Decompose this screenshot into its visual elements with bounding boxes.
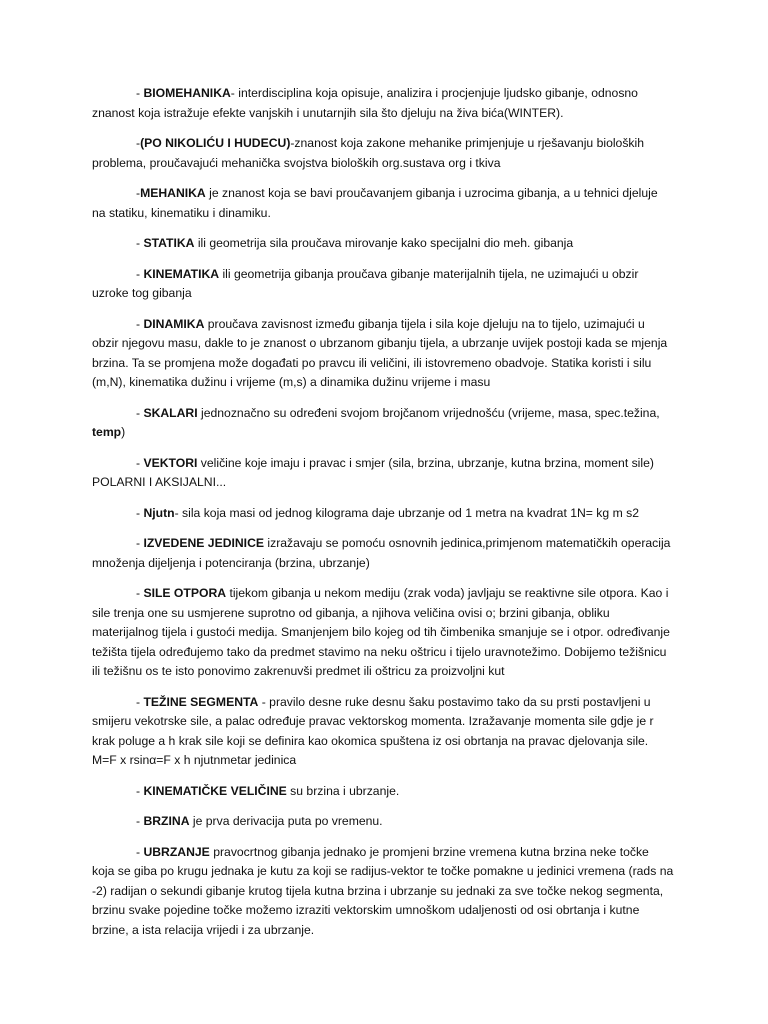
paragraph-text: jednoznačno su određeni svojom brojčanom vrijednošću (vrijeme, masa, spec.težina,: [197, 405, 660, 420]
paragraph-lead: -: [136, 694, 144, 709]
paragraph-text: je znanost koja se bavi proučavanjem gibanja i uzrocima gibanja, a u tehnici djeluje na statiku, kinematiku i dinamiku.: [92, 186, 658, 220]
paragraph-lead: -: [136, 136, 141, 150]
term-nikolic-hudec: (PO NIKOLIĆU I HUDECU): [140, 136, 291, 150]
paragraph-lead: -: [136, 505, 144, 520]
term-temp: temp: [92, 425, 122, 439]
paragraph-text: veličine koje imaju i pravac i smjer (sila, brzina, ubrzanje, kutna brzina, moment sile) POLARNI I AKSIJALNI...: [92, 455, 654, 489]
paragraph-text: su brzina i ubrzanje.: [286, 783, 400, 798]
term-njutn: Njutn: [143, 505, 175, 520]
paragraph-lead: -: [136, 405, 144, 420]
paragraph-lead: -: [136, 455, 144, 470]
term-kinematika: KINEMATIKA: [143, 266, 220, 281]
paragraph-lead: -: [136, 783, 144, 798]
term-brzina: BRZINA: [143, 814, 190, 828]
term-dinamika: DINAMIKA: [143, 316, 205, 331]
paragraph-lead: -: [136, 266, 144, 281]
paragraph-kinematika: [92, 265, 674, 304]
paragraph-text: ili geometrija sila proučava mirovanje kako specijalni dio meh. gibanja: [194, 236, 574, 250]
term-mehanika: MEHANIKA: [140, 186, 206, 200]
paragraph-text: - pravilo desne ruke desnu šaku postavimo tako da su prsti postavljeni u smijeru vekotrske sile, a palac određuje pravac vektorskog momenta. Izražavanje momenta sile gdje je r krak poluge a h krak sile koji se definira kao okomica spuštena iz osi obrtanja na pravac djelovanja sile. M=F x rsinα=F x h njutnmetar jedinica: [92, 694, 654, 767]
paragraph-nikolic-hudec: [92, 134, 674, 173]
term-sile-otpora: SILE OTPORA: [143, 586, 227, 600]
paragraph-text-end: ): [121, 425, 126, 439]
paragraph-sile-otpora: [92, 584, 674, 682]
paragraph-skalari: [92, 404, 674, 443]
paragraph-text: - interdisciplina koja opisuje, analizira i procjenjuje ljudsko gibanje, odnosno znanost koja istražuje efekte vanjskih i unutarnjih sila što djeluju na živa bića(WINTER).: [92, 86, 638, 120]
paragraph-mehanika: [92, 184, 674, 223]
paragraph-izvedene-jedinice: [92, 534, 674, 573]
paragraph-tezine-segmenta: [92, 693, 674, 771]
paragraph-text: pravocrtnog gibanja jednako je promjeni brzine vremena kutna brzina neke točke koja se giba po krugu jednaka je kutu za koji se radijus-vektor te točke pomakne u jedinici vremena (rads na -2) radijan o sekundi gibanje krutog tijela kutna brzina i ubrzanje su jednaki za sve točke nekog segmenta, brzinu svake pojedine točke možemo izraziti vektorskim umnoškom udaljenosti od osi obrtanja i kutne brzine, a ista relacija vrijedi i za ubrzanje.: [92, 844, 674, 937]
term-biomehanika: BIOMEHANIKA: [143, 86, 231, 100]
paragraph-lead: -: [136, 814, 144, 828]
paragraph-lead: -: [136, 86, 144, 100]
paragraph-lead: -: [136, 316, 144, 331]
term-skalari: SKALARI: [143, 405, 198, 420]
term-kinematicke-velicine: KINEMATIČKE VELIČINE: [143, 783, 287, 798]
term-vektori: VEKTORI: [143, 455, 198, 470]
paragraph-lead: -: [136, 536, 144, 550]
term-izvedene-jedinice: IZVEDENE JEDINICE: [143, 536, 265, 550]
paragraph-text: izražavaju se pomoću osnovnih jedinica,primjenom matematičkih operacija množenja dijeljenja i potenciranja (brzina, ubrzanje): [92, 536, 671, 570]
paragraph-dinamika: [92, 315, 674, 393]
paragraph-ubrzanje: [92, 843, 674, 941]
document-body: [92, 84, 674, 951]
paragraph-lead: -: [136, 844, 144, 859]
paragraph-biomehanika: [92, 84, 674, 123]
paragraph-njutn: [92, 504, 674, 524]
term-ubrzanje: UBRZANJE: [143, 844, 210, 859]
paragraph-lead: -: [136, 186, 141, 200]
term-statika: STATIKA: [143, 236, 195, 250]
term-tezine-segmenta: TEŽINE SEGMENTA: [143, 694, 259, 709]
paragraph-text: ili geometrija gibanja proučava gibanje materijalnih tijela, ne uzimajući u obzir uzroke tog gibanja: [92, 266, 639, 300]
paragraph-lead: -: [136, 586, 144, 600]
paragraph-text: proučava zavisnost između gibanja tijela i sila koje djeluju na to tijelo, uzimajući u obzir njegovu masu, dakle to je znanost o ubrzanom gibanju tijela, a ubrzanje uvijek postoji kada se mjenja brzina. Ta se promjena može događati po pravcu ili veličini, ili istovremeno obadvoje. Statika koristi i silu (m,N), kinematika dužinu i vrijeme (m,s) a dinamika dužinu vrijeme i masu: [92, 316, 668, 389]
paragraph-brzina: [92, 812, 674, 832]
paragraph-text: - sila koja masi od jednog kilograma daje ubrzanje od 1 metra na kvadrat 1N= kg m s2: [174, 505, 639, 520]
paragraph-text: -znanost koja zakone mehanike primjenjuje u rješavanju bioloških problema, proučavajući mehanička svojstva bioloških org.sustava org i tkiva: [92, 136, 645, 170]
paragraph-vektori: [92, 454, 674, 493]
paragraph-kinematicke-velicine: [92, 782, 674, 802]
paragraph-text: je prva derivacija puta po vremenu.: [189, 814, 383, 828]
paragraph-statika: [92, 234, 674, 254]
paragraph-text: tijekom gibanja u nekom mediju (zrak voda) javljaju se reaktivne sile otpora. Kao i sile trenja one su usmjerene suprotno od gibanja, a njihova veličina ovisi o; brzini gibanja, obliku materijalnog tijela i gustoći medija. Smanjenjem bilo kojeg od tih čimbenika smanjuje se i otpor. određivanje težišta tijela određujemo tako da predmet stavimo na neku oštricu i tijelo uravnotežimo. Dobijemo težišnicu ili težišnu os te isto ponovimo zakrenuvši predmet ili oštricu za proizvoljni kut: [92, 586, 670, 678]
paragraph-lead: -: [136, 236, 144, 250]
